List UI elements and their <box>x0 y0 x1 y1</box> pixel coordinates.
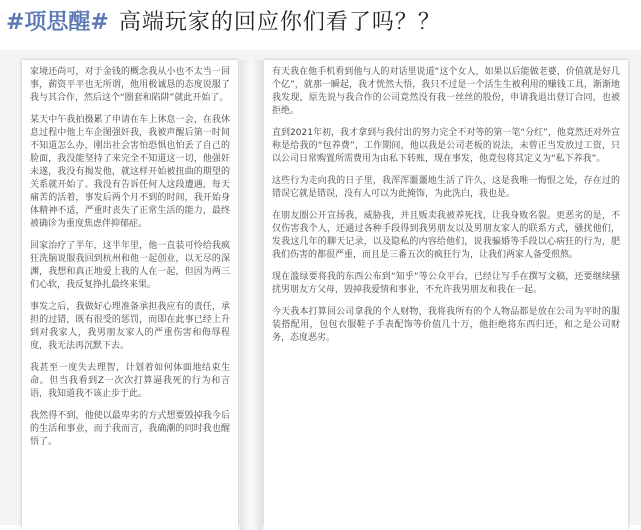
paragraph: 有天我在他手机看到他与人的对话里说道“这个女人，如果以后能做老婆，价值就是好几个亿”，就那一瞬起，我才恍然大悟，我只不过是一个活生生被利用的赚钱工具，渐渐地我发现，原先说与我合作的公司竟然没有我一丝丝的股份，申请我退出登订合同，也被拒绝。 <box>272 67 620 116</box>
paragraph: 在朋友圈公开宣扬我，威胁我，并且贩卖我被养死找，让我身败名裂。更恶劣的是，不仅伤害我个人，还通过各种手段得到我男朋友以及男朋友家人的联系方式，骚扰他们，发我这几年的聊天记录，以及隐私的内容给他们，说我骗婚等手段以心病狂的行为，肥我们伤害的都很严重，而且是三番五次的疯狂行为，让我们两家人备受煎熬。 <box>272 211 620 260</box>
page-gutter <box>240 60 262 530</box>
paragraph: 家境还尚可，对于金钱的概念我从小也不太当一回事，薪资平平也无所谓，他用极诚恳的态度说服了我与其合作，然后这个“圈套和陷阱”就此开始了。 <box>30 67 230 103</box>
screenshot-image-area <box>0 50 641 525</box>
hashtag-link[interactable]: #项思醒# <box>6 10 109 35</box>
paragraph: 直到2021年初，我才拿到与我付出的努力完全不对等的第一笔“分红”，他竟然还对外宣称是给我的“包养费”，工作期间，他以我是公司老板的说法，未曾正当发放过工资，只以公司日常购置所需费用为由私下转账，现在事发，他竟包将其定义为“私下养我”。 <box>272 128 620 164</box>
paragraph: 事发之后，我做好心理准备承担我应有的责任，承担的过错，既有很受的惩罚，而即在此事已经上升到对我家人，我男朋友家人的严重伤害和侮辱程度，我无法再沉默下去。 <box>30 302 230 351</box>
paragraph: 我甚至一度失去理智，计划着如何体面地结束生命。但当我看到Z一次次打算逼我死的行为和言语，我知道我不该止步于此。 <box>30 363 230 399</box>
paragraph: 现在滥绿要将我的东西公布到“知乎”等公众平台，已经让写手在撰写文稿，还要继续骚扰男朋友方父母，毁掉我爱情和事业，不允许我男朋友和我在一起。 <box>272 272 620 295</box>
paragraph: 回家治疗了半年，这半年里，他一直装可怜给我疯狂洗脑说服我回到杭州和他一起创业，以无尽的深渊，我想和真正地爱上我的人在一起，但因为两三们心软，我反复挣扎最终来果。 <box>30 241 230 290</box>
post-title: 高端玩家的回应你们看了吗？？ <box>118 10 441 35</box>
paragraph: 今天我本打算回公司拿我的个人财物，我将我所有的个人物品都是放在公司为平时的服装搭配用，包包衣服鞋子手表配饰等价值几十万，他拒绝将东西归还，和之是公司财务，态度恶劣。 <box>272 307 620 343</box>
document-page-right <box>264 60 628 530</box>
paragraph: 某天中午我拍摄累了申请在车上休息一会，在我休息过程中他上车企图强奸我，我被声醒后第一时间不知道怎么办，刚出社会害怕恐惧也怕丢了自己的脸面，我没能坚持了来完全不知道这一切，他强奸未遂，我没有揭发他，就这样开始被扭曲的期望的关系就开始了。我没有告诉任何人这段遭遇，每天痛苦的活着，事发后两个月不到的时间，我开始身体精神不适，严重时丧失了正常生活的能力，最终被确诊为重度焦虑伴抑郁症。 <box>30 115 230 229</box>
paragraph: 我然得不到，他使以最卑劣的方式想要毁掉我今后的生活和事业，而于我而言，我确潮的同时我也醒悟了。 <box>30 411 230 447</box>
document-page-left <box>22 60 238 530</box>
post-headline <box>0 0 641 46</box>
paragraph: 这些行为走向我的日子里，我浑浑噩噩地生活了许久，这是我唯一悔恨之处，存在过的错误它就是错误，没有人可以为此掩饰，为此洗白，我也是。 <box>272 176 620 199</box>
